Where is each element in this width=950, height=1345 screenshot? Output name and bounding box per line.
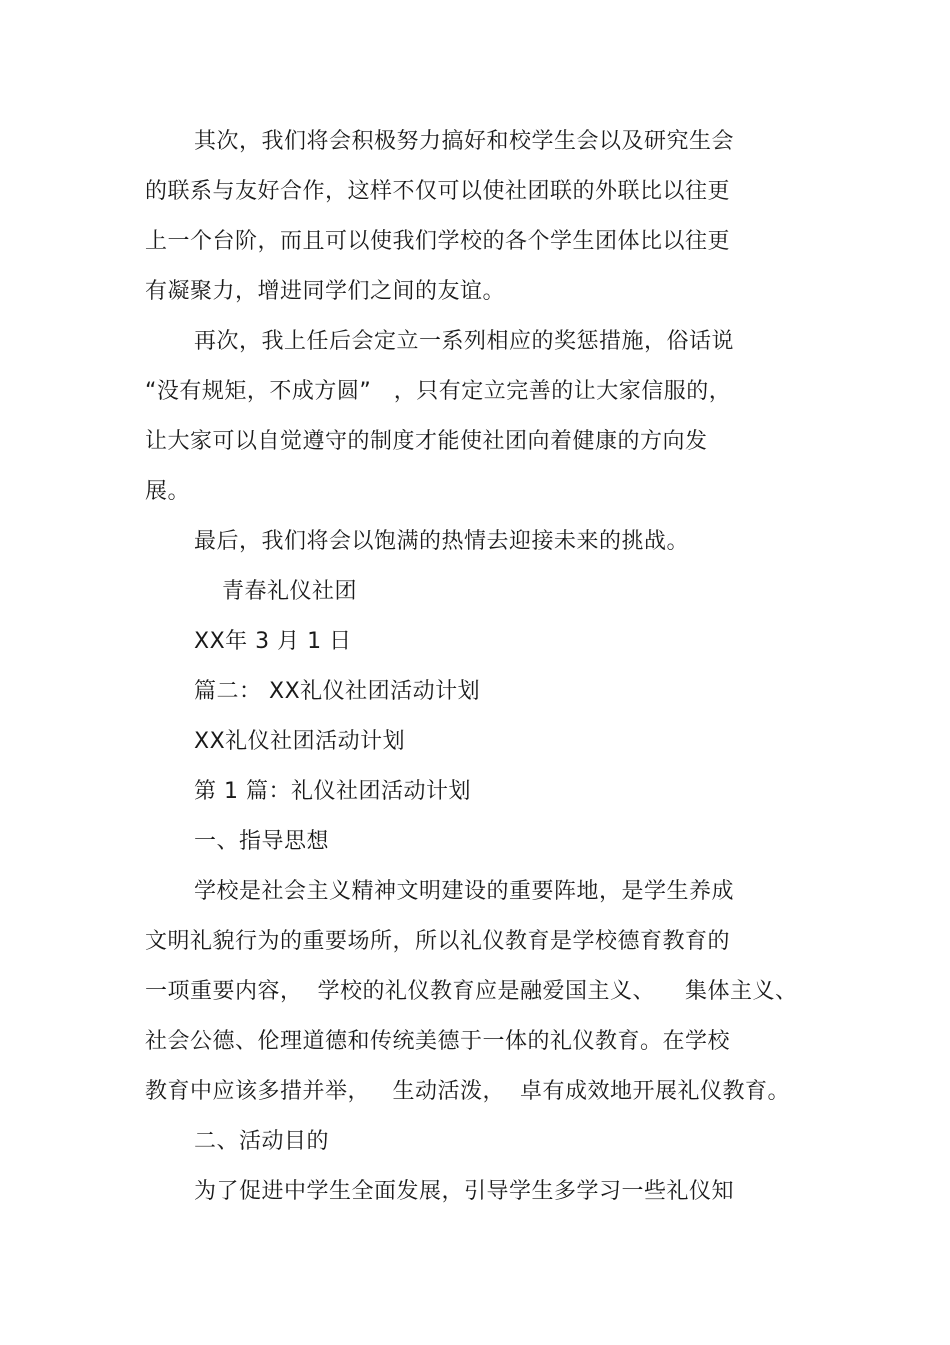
signature-org: 青春礼仪社团: [222, 579, 358, 604]
paragraph-line: 有凝聚力，增进同学们之间的友谊。: [145, 279, 506, 304]
section-heading: 二、活动目的: [194, 1129, 330, 1154]
paragraph-line: 上一个台阶，而且可以使我们学校的各个学生团体比以往更: [145, 229, 731, 254]
paragraph-line: 其次，我们将会积极努力搞好和校学生会以及研究生会: [194, 129, 735, 154]
paragraph-line: 再次，我上任后会定立一系列相应的奖惩措施，俗话说: [194, 329, 735, 354]
document-title: XX礼仪社团活动计划: [194, 729, 406, 754]
chapter-heading: 第 1 篇：礼仪社团活动计划: [194, 779, 471, 804]
paragraph-line: 让大家可以自觉遵守的制度才能使社团向着健康的方向发: [145, 429, 708, 454]
signature-date: XX年 3 月 1 日: [194, 629, 352, 654]
paragraph-line: 教育中应该多措并举， 生动活泼， 卓有成效地开展礼仪教育。: [145, 1079, 790, 1104]
paragraph-line: 社会公德、伦理道德和传统美德于一体的礼仪教育。在学校: [145, 1029, 731, 1054]
paragraph-line: 文明礼貌行为的重要场所，所以礼仪教育是学校德育教育的: [145, 929, 731, 954]
paragraph-line: 为了促进中学生全面发展，引导学生多学习一些礼仪知: [194, 1179, 735, 1204]
paragraph-line: 的联系与友好合作，这样不仅可以使社团联的外联比以往更: [145, 179, 731, 204]
section-heading: 篇二： XX礼仪社团活动计划: [194, 679, 481, 704]
paragraph-line: “没有规矩，不成方圆” ，只有定立完善的让大家信服的，: [145, 379, 732, 404]
paragraph-line: 展。: [145, 479, 191, 504]
paragraph-line: 学校是社会主义精神文明建设的重要阵地，是学生养成: [194, 879, 735, 904]
paragraph-line: 一项重要内容， 学校的礼仪教育应是融爱国主义、 集体主义、: [145, 979, 798, 1004]
section-heading: 一、指导思想: [194, 829, 330, 854]
paragraph-line: 最后，我们将会以饱满的热情去迎接未来的挑战。: [194, 529, 690, 554]
